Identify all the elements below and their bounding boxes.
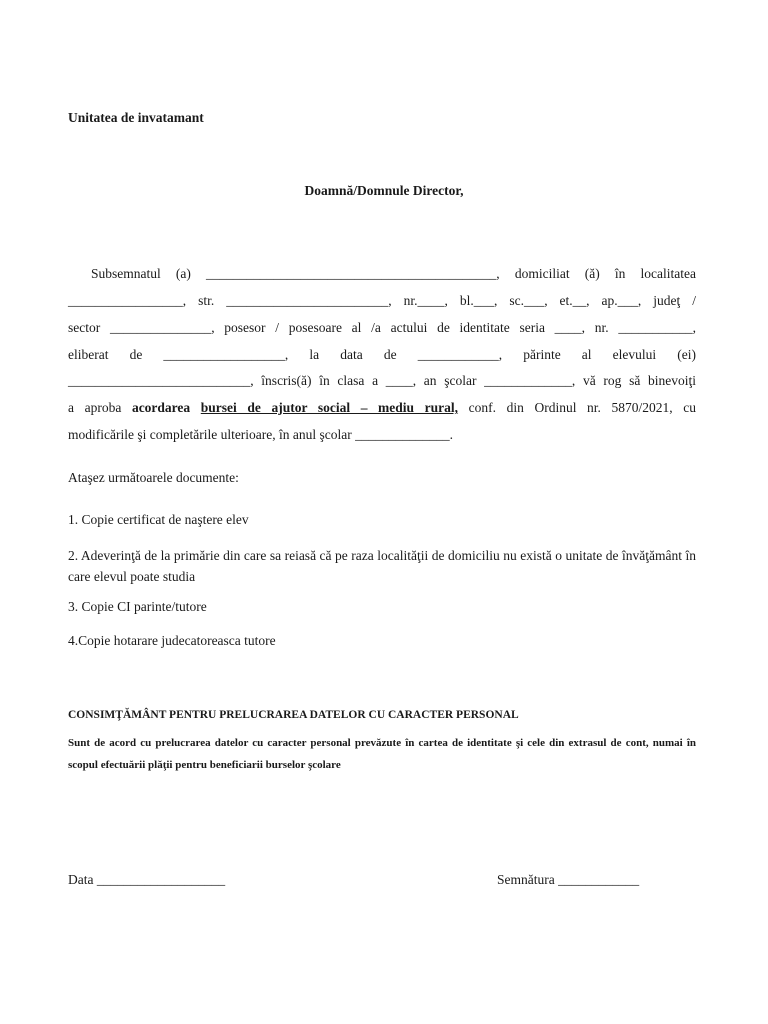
signature-field: Semnătura ____________ [497, 872, 640, 887]
attachments-intro: Ataşez următoarele documente: [68, 470, 239, 485]
request-line-6-end: conf. din Ordinul nr. 5870/2021, cu [468, 400, 697, 415]
attachment-item-4: 4.Copie hotarare judecatoreasca tutore [68, 633, 276, 648]
request-line-5: ___________________________, înscris(ă) în clasa a ____, an şcolar _____________, vă rog să binevoiţi [68, 373, 696, 388]
request-line-1: Subsemnatul (a) ___________________________________________, domiciliat (ă) în localitatea [91, 266, 696, 281]
date-field: Data ___________________ [68, 872, 226, 887]
request-line-3: sector _______________, posesor / posesoare al /a actului de identitate seria ____, nr. ___________, [68, 320, 696, 335]
attachment-item-1: 1. Copie certificat de naştere elev [68, 512, 249, 527]
request-scholarship-type: bursei de ajutor social – mediu rural, [200, 400, 459, 415]
consent-title: CONSIMŢĂMÂNT PENTRU PRELUCRAREA DATELOR CU CARACTER PERSONAL [68, 709, 519, 721]
attachment-item-2: 2. Adeverinţă de la primărie din care sa reiasă că pe raza localităţii de domiciliu nu există o unitate de învăţământ în care elevul poate studia [68, 548, 696, 584]
salutation: Doamnă/Domnule Director, [304, 183, 464, 198]
request-line-6 [68, 400, 696, 416]
consent-text: Sunt de acord cu prelucrarea datelor cu caracter personal prevăzute în cartea de identitate şi cele din extrasul de cont, numai în scopul efectuării plăţii pentru beneficiarii burselor şcolare [68, 737, 696, 771]
request-line-2: _________________, str. ________________________, nr.____, bl.___, sc.___, et.__, ap.___, judeţ / [68, 293, 696, 308]
request-line-6-start: a aproba [68, 400, 122, 415]
request-line-7: modificările şi completările ulterioare, în anul şcolar ______________. [68, 427, 454, 442]
request-bold-acordarea: acordarea [131, 400, 191, 415]
institution-heading: Unitatea de invatamant [68, 110, 204, 125]
request-line-4: eliberat de __________________, la data de ____________, părinte al elevului (ei) [68, 347, 696, 362]
attachment-item-3: 3. Copie CI parinte/tutore [68, 599, 207, 614]
